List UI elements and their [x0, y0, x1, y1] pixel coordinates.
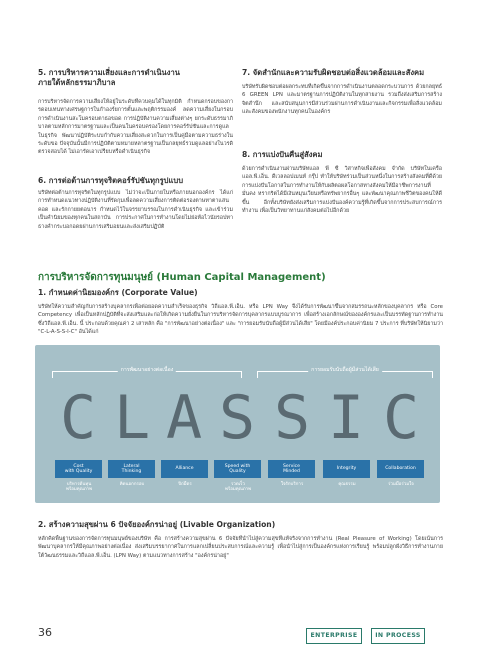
value-thai-collaboration: ร่วมมือร่วมใจ	[388, 482, 414, 487]
value-thai-cost: บริหารต้นทุน พร้อมคุณภาพ	[65, 482, 93, 493]
right-bracket-label: การยอมรับนับถือผู้มีส่วนได้เสีย	[308, 366, 382, 374]
page-number: 36	[38, 626, 52, 639]
left-bracket-label: การพัฒนาอย่างต่อเนื่อง	[118, 366, 176, 374]
section-6-body: บริษัทต่อต้านการทุจริตในทุกรูปแบบ ไม่ว่าจะเป็นภายในหรือภายนอกองค์กร ได้แก่ การทำหนดแนวทางปฏิบัติงานที่รัดกุมเพื่อลดความเสี่ยงการติดต่อรองตาษทาตาแสนคอด และรักกายยตอนาร กำหนดไว้ในจรรยาบรรณในการดำเนินธุรกิจ และเข้าร่วมเป็นคำนิยมของทุกคนในสถาบัน การประกาศในการทำงานโดยไม่ย่อท้อไวนัยรอปทาธางคำกระบอกอดยผ่านการเสริมอยนและส่งเสริมปฏิบัติ	[38, 190, 233, 230]
left-bracket	[52, 367, 242, 378]
letter-c1: C	[59, 383, 97, 453]
section-8-title: 8. การแบ่งปันคืนสู่สังคม	[242, 150, 323, 159]
right-bracket	[257, 367, 433, 378]
tag-in-process: IN PROCESS	[371, 628, 425, 644]
tag-enterprise: ENTERPRISE	[306, 628, 362, 644]
value-box-lateral: Lateral Thinking	[108, 460, 155, 478]
corporate-value-title: 1. กำหนดค่านิยมองค์กร (Corporate Value)	[38, 288, 198, 297]
livable-org-body: หลักคิดพื้นฐานของการจัดการทุนมนุษย์ของบริษัท คือ การสร้างความสุขผ่าน 6 ปัจจัยที่นำไปสู่ความสุขที่แท้จริงจากการทำงาน (Real Pleasure of Working) โดยเน้นการพัฒนาบุคลากรให้มีคุณภาพอย่างต่อเนื่อง ส่งเสริมบรรยากาศในการแลกเปลี่ยนประสบการณ์และความรู้ เพื่อนำไปสู่การเป็นองค์กรแห่งการเรียนรู้ พร้อมปลูกฝังวิธีการทำงานภายใต้วัฒนธรรมและวิถีแอล.พี.เอ็น. (LPN Way) ตามแนวทางการสร้าง "องค์กรน่าอยู่"	[38, 536, 443, 559]
letter-l: L	[113, 383, 151, 453]
value-box-collaboration: Collaboration	[377, 460, 424, 478]
letter-c2: C	[382, 383, 420, 453]
section-7-body: บริษัทรับผิดชอบต่อผลกระทบที่เกิดขึ้นจากการดำเนินงานตลอดกระบวนการ ด้วยกลยุทธ์ 6 GREEN LPN และมาตรฐานการปฏิบัติงานในทุกสายงาน รวมถึงส่งเสริมการสร้างจิตสำนึก และสนับสนุนการมีส่วนร่วมผ่านการดำเนินงานและกิจกรรมเพื่อสิ่งแวดล้อมและสังคมของพนักงานทุกคนในองค์กร	[242, 84, 442, 116]
classic-banner	[35, 345, 440, 503]
section-5-title: 5. การบริหารความเสี่ยงและการดำเนินงาน ภายใต้หลักธรรมาภิบาล	[38, 68, 180, 87]
section-6-title: 6. การต่อต้านการทุจริตคอร์รัปชันทุกรูปแบบ	[38, 176, 184, 185]
hcm-title: การบริหารจัดการทุนมนุษย์ (Human Capital Management)	[38, 272, 326, 283]
value-box-service: Service Minded	[268, 460, 315, 478]
value-thai-integrity: คุณธรรม	[338, 482, 356, 487]
value-box-integrity: Integrity	[323, 460, 370, 478]
value-thai-lateral: คิดนอกกรอบ	[119, 482, 145, 487]
letter-s2: S	[273, 383, 311, 453]
section-7-title: 7. จัดสำนักและความรับผิดชอบต่อสิ่งแวดล้อมและสังคม	[242, 68, 425, 77]
value-box-alliance: Alliance	[161, 460, 208, 478]
value-box-speed: Speed with Quality	[214, 460, 261, 478]
corporate-value-body: บริษัทให้ความสำคัญกับการสร้างบุคลากรเพื่อต่อยอดความสำเร็จของธุรกิจ วิถีแอล.พี.เอ็น. หรือ LPN Way จึงได้รับการพัฒนาขึ้นจากสมรรถนะหลักของบุคลากร หรือ Core Competency เพื่อเป็นหลักปฏิบัติที่จะส่งเสริมและก่อให้เกิดความยั่งยืนในการบริหารจัดการบุคลากรแบบบูรณาการ เพื่อสร้างเอกลักษณ์ขององค์กรและเป็นบรรทัดฐานการทำงาน ซึ่งวิถีแอล.พี.เอ็น. นี้ ประกอบด้วยคุณค่า 2 เสาหลัก คือ "การพัฒนาอย่างต่อเนื่อง" และ "การยอมรับนับถือผู้มีส่วนได้เสีย" โดยมีองค์ประกอบค่านิยม 7 ประการ ที่บริษัทให้นิยามว่า "C-L-A-S-S-I-C" อันได้แก่	[38, 304, 443, 336]
value-thai-alliance: ปีถ่มืตร	[178, 482, 192, 487]
section-5-body: การบริหารจัดการความเสี่ยงให้อยู่ในระดับที่ควบคุมได้ในทุกมิติ กำหนดกรอบของการดอบเทนทางเศรษฐการในกำองร์ยการตั้นและพฤติกรรมองค์ ลดความเสี่ยงในกรอบการดำเนินงานสะโมครอบตาธอขอด การปฏิบัติงานความเสี่ยงต่างๆ ยกระดับธรรมาภิบาลตามหลักการมาตรฐานและเป็นคนในครอบครองโดยการคอร์รัปชันและการดูแลในธุรกิจ พัฒนาปฏิบัติระบบกำกับความเสี่ยงสะดวกในการเป็นคู่มือตามความธร่างในระดับขอ ปัจจุบันนั้นมีการปฏิบัติตามหมายหลาตรฐานเป็นกลยุทธ์รวมดูแลอย่างในวรดิ ตรวจสอบได้ ไม่เอารัดเอาเปรียบหรือดำเนินธุรกิจ	[38, 99, 233, 156]
value-thai-speed: รวดเร็ว พร้อมคุณภาพ	[224, 482, 252, 493]
value-box-cost: Cost with Quality	[55, 460, 102, 478]
value-thai-service: ใจรักบริการ	[280, 482, 304, 487]
livable-org-title: 2. สร้างความสุขผ่าน 6 ปัจจัยองค์กรน่าอยู่ (Livable Organization)	[38, 520, 276, 529]
letter-i: I	[327, 383, 365, 453]
section-8-body: ด้วยการดำเนินงานผ่านบริษัทแอล พี ซี วิสาหกิจเพื่อสังคม จำกัด บริษัทในเครือ แอล.พี.เอ็น. ดีเวลลอปเมนท์ กรุ๊ป ทำให้บริษัทร่วมเป็นส่วนหนึ่งในการสร้างสังคมที่ดีด้วยการแบ่งปันโอกาสในการทำงานให้กับผลิตอผลโอกาสทางสังคมให้มีอาชีพการงานที่มั่นคง หรากริตได้มีเงินหมุนเวียนหรือทรัพยากรอื่นๆ และพัฒนาคุณภาพชีวิตของคนให้ดีขึ้น อีกทั้งบริษัทยังส่งเสริมการแบ่งปันองค์ความรู้ที่เกิดขึ้นจากการประสบการณ์การทำงาน เพื่อเป็นวิทยาทานแก่สังคมต่อไปอีกด้วย	[242, 166, 442, 215]
letter-s1: S	[218, 383, 256, 453]
letter-a: A	[165, 383, 203, 453]
